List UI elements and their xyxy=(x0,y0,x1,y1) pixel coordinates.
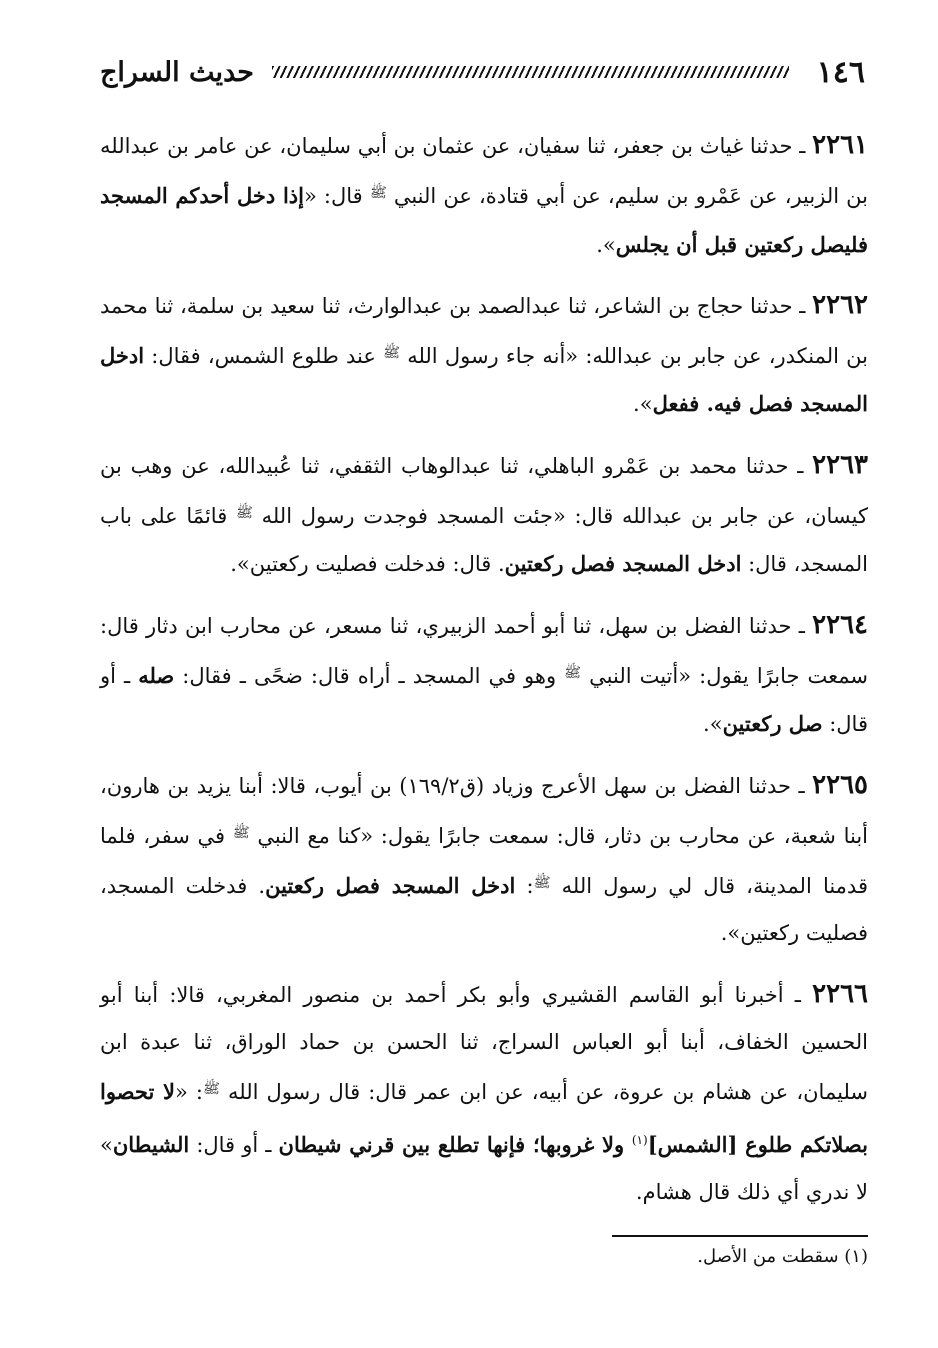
hadith-text: في سفر، فلما قدمنا المدينة، قال لي رسول الله xyxy=(100,823,868,899)
hadith-text: » لا ندري أي ذلك قال هشام. xyxy=(100,1132,868,1204)
hadith-text: ». xyxy=(596,232,616,257)
header-rule xyxy=(272,66,789,78)
prophetic-quote: صله xyxy=(138,662,175,688)
prophetic-quote: لا تحصوا بصلاتكم طلوع [الشمس] xyxy=(100,1079,868,1157)
hadith-number: ٢٢٦٦ xyxy=(812,978,868,1009)
hadith-text: : « xyxy=(174,1080,203,1105)
hadith-text: . قال: فدخلت فصليت ركعتين». xyxy=(230,552,505,577)
salutation-glyph: ﷺ xyxy=(533,875,551,892)
page-number: ١٤٦ xyxy=(816,54,865,90)
hadith-2264 xyxy=(100,602,868,749)
running-title: حديث السراج xyxy=(100,56,254,88)
salutation-glyph: ﷺ xyxy=(235,505,253,522)
footnote-separator xyxy=(612,1235,868,1237)
hadith-number: ٢٢٦١ xyxy=(812,130,868,160)
hadith-text: ـ أو قال: xyxy=(189,1132,279,1157)
prophetic-quote: ولا غروبها؛ فإنها تطلع بين قرني شيطان xyxy=(278,1131,632,1157)
prophetic-quote: ادخل المسجد فصل ركعتين xyxy=(504,551,742,577)
hadith-2263 xyxy=(100,442,868,589)
hadith-2262 xyxy=(100,282,868,429)
hadith-text: ـ أخبرنا أبو القاسم القشيري وأبو بكر أحمد بن منصور المغربي، قالا: أبنا أبو الحسين الخفاف، أبنا أبو العباس السراج، ثنا الحسن بن حماد الوراق، ثنا عبدة ابن سليمان، عن هشام بن عروة، عن أبيه، عن ابن عمر قال: قال رسول الله xyxy=(100,982,868,1105)
hadith-text: وهو في المسجد ـ أراه قال: ضحًى ـ فقال: xyxy=(174,663,565,688)
hadith-text: ـ حدثنا محمد بن عَمْرو الباهلي، ثنا عبدالوهاب الثقفي، ثنا عُبيدالله، عن وهب بن كيسان، عن جابر بن عبدالله قال: «جئت المسجد فوجدت رسول الله xyxy=(100,453,868,529)
salutation-glyph: ﷺ xyxy=(369,185,387,202)
hadith-text: ـ حدثنا الفضل بن سهل، ثنا أبو أحمد الزبيري، ثنا مسعر، عن محارب ابن دثار قال: سمعت جابرًا يقول: «أتيت النبي xyxy=(100,613,868,688)
hadith-text: : xyxy=(515,874,534,899)
hadith-number: ٢٢٦٥ xyxy=(812,769,868,800)
salutation-glyph: ﷺ xyxy=(232,824,250,841)
hadith-text: عند طلوع الشمس، فقال: xyxy=(144,344,384,369)
hadith-text: قائمًا على باب المسجد، قال: xyxy=(100,504,868,577)
hadith-2261 xyxy=(100,122,868,269)
page-header xyxy=(100,52,865,92)
hadith-number: ٢٢٦٣ xyxy=(812,449,868,480)
hadith-2266 xyxy=(100,971,868,1216)
prophetic-quote: ادخل المسجد فصل ركعتين xyxy=(265,873,516,899)
hadith-text: ـ حدثنا حجاج بن الشاعر، ثنا عبدالصمد بن عبدالوارث، ثنا سعيد بن سلمة، ثنا محمد بن المنكدر، عن جابر بن عبدالله: «أنه جاء رسول الله xyxy=(100,293,868,369)
prophetic-quote: صل ركعتين xyxy=(722,711,823,737)
hadith-number: ٢٢٦٤ xyxy=(812,609,868,640)
hadith-text: ». xyxy=(633,392,653,417)
hadith-text: ـ حدثنا الفضل بن سهل الأعرج وزياد (ق١٦٩/٢) بن أيوب، قالا: أبنا يزيد بن هارون، أبنا شعبة، عن محارب بن دثار، قال: سمعت جابرًا يقول: «كنا مع النبي xyxy=(100,773,868,848)
footnote: (١) سقطت من الأصل. xyxy=(697,1246,868,1267)
prophetic-quote: الشيطان xyxy=(112,1131,190,1157)
hadith-text: ـ حدثنا غياث بن جعفر، ثنا سفيان، عن عثمان بن أبي سليمان، عن عامر بن عبدالله بن الزبير، عن عَمْرو بن سليم، عن أبي قتادة، عن النبي xyxy=(100,134,868,209)
prophetic-quote: ادخل المسجد فصل فيه. ففعل xyxy=(100,343,868,417)
body-text xyxy=(100,122,868,1229)
hadith-number: ٢٢٦٢ xyxy=(812,289,868,320)
hadith-text: ـ أو قال: xyxy=(100,663,868,737)
hadith-text: ». xyxy=(703,712,723,737)
prophetic-quote: إذا دخل أحدكم المسجد فليصل ركعتين قبل أن يجلس xyxy=(100,183,868,257)
footnote-reference: (١) xyxy=(631,1132,648,1147)
hadith-text: . فدخلت المسجد، فصليت ركعتين». xyxy=(100,874,868,946)
hadith-text: قال: « xyxy=(303,184,370,209)
hadith-2265 xyxy=(100,762,868,958)
salutation-glyph: ﷺ xyxy=(203,1081,220,1098)
salutation-glyph: ﷺ xyxy=(564,664,582,681)
salutation-glyph: ﷺ xyxy=(383,345,400,362)
